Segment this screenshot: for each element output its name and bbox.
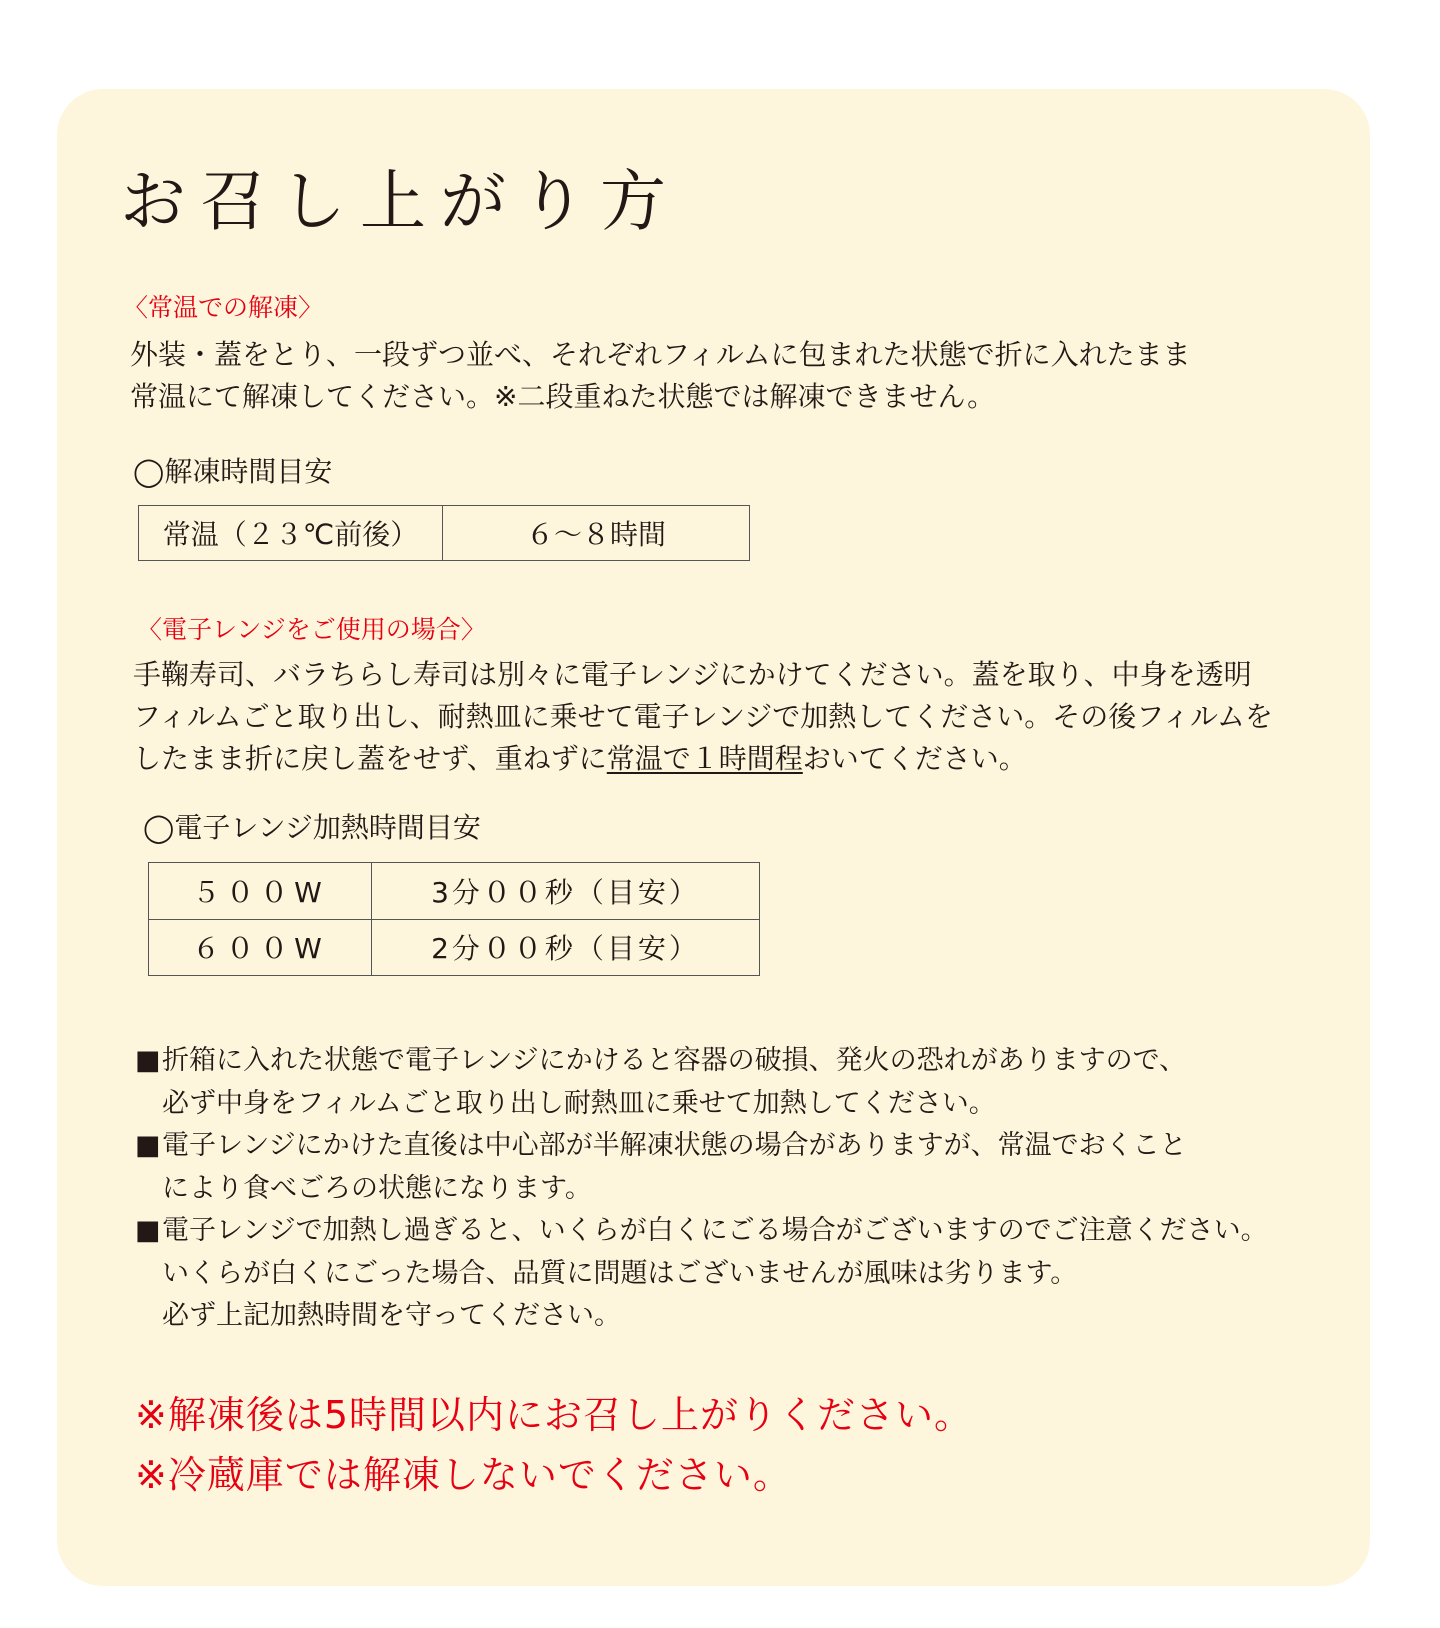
section2-text: [133, 654, 1273, 780]
square-bullet-icon: ■: [135, 1130, 161, 1161]
section-heading-room-temp: 〈常温での解凍〉: [123, 293, 324, 322]
section2-line: [133, 738, 1273, 780]
heating-time-cell: 3分００秒（目安）: [372, 863, 760, 920]
underlined-instruction: 常温で１時間程: [606, 742, 803, 775]
microwave-table-title: ◯電子レンジ加熱時間目安: [143, 811, 481, 844]
thaw-time-cell: ６～８時間: [443, 506, 750, 561]
section2-line3-start: したまま折に戻し蓋をせず、重ねずに: [133, 742, 607, 775]
warnings: [135, 1385, 973, 1505]
warning-line: ※冷蔵庫では解凍しないでください。: [135, 1453, 792, 1497]
section2-line3-end: おいてください。: [802, 742, 1027, 775]
note-line: ■ 電子レンジにかけた直後は中心部が半解凍状態の場合がありますが、常温でおくこと: [135, 1125, 1268, 1168]
square-bullet-icon: ■: [135, 1045, 161, 1076]
square-bullet-icon: ■: [135, 1215, 161, 1246]
thaw-time-table: [138, 505, 750, 561]
wattage-cell: ５００W: [149, 863, 372, 920]
section2-line: フィルムごと取り出し、耐熱皿に乗せて電子レンジで加熱してください。その後フィルムを: [133, 700, 1273, 733]
wattage-cell: ６００W: [149, 919, 372, 976]
warning-line: ※解凍後は5時間以内にお召し上がりください。: [135, 1393, 974, 1437]
table-row: [149, 919, 760, 976]
note-line: 必ず中身をフィルムごと取り出し耐熱皿に乗せて加熱してください。: [162, 1087, 996, 1119]
page-title: お召し上がり方: [120, 163, 680, 240]
heating-time-cell: 2分００秒（目安）: [372, 919, 760, 976]
note-line: ■ 電子レンジで加熱し過ぎると、いくらが白くにごる場合がございますのでご注意ください。: [135, 1210, 1268, 1253]
note-line: ■ 折箱に入れた状態で電子レンジにかけると容器の破損、発火の恐れがありますので、: [135, 1040, 1268, 1083]
table-row: [149, 863, 760, 920]
section1-line: 外装・蓋をとり、一段ずつ並べ、それぞれフィルムに包まれた状態で折に入れたまま: [130, 338, 1191, 371]
note-line: いくらが白くにごった場合、品質に問題はございませんが風味は劣ります。: [162, 1257, 1078, 1289]
section1-line: 常温にて解凍してください。※二段重ねた状態では解凍できません。: [130, 380, 996, 413]
section2-line: 手鞠寿司、バラちらし寿司は別々に電子レンジにかけてください。蓋を取り、中身を透明: [133, 658, 1252, 691]
section-heading-microwave: 〈電子レンジをご使用の場合〉: [137, 615, 486, 644]
note-line: 必ず上記加熱時間を守ってください。: [162, 1300, 621, 1331]
microwave-time-table: [148, 862, 760, 976]
table-row: [139, 506, 750, 561]
thaw-condition-cell: 常温（２３℃前後）: [139, 506, 443, 561]
caution-notes: [135, 1040, 1268, 1338]
note-line: により食べごろの状態になります。: [162, 1172, 592, 1204]
section1-text: [130, 334, 1191, 418]
thaw-table-title: ◯解凍時間目安: [133, 455, 333, 488]
